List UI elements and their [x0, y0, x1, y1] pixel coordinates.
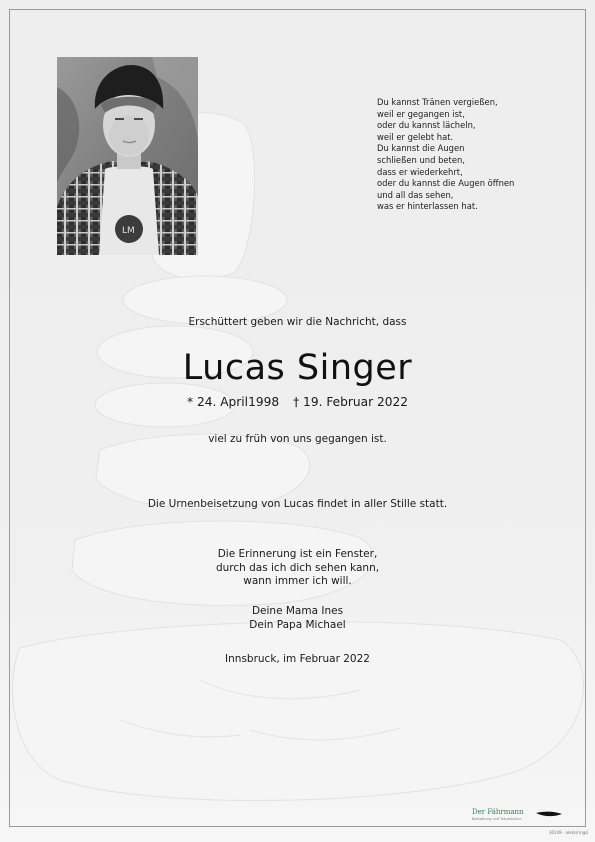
logo-subtitle: Bestattung und Trauerkultur [472, 817, 522, 821]
logo-name: Der Fährmann [472, 808, 524, 816]
poem-line: schließen und beten, [377, 154, 465, 165]
poem-line: was er hinterlassen hat. [377, 201, 478, 212]
quote-line: Die Erinnerung ist ein Fenster, [217, 548, 378, 560]
poem-line: Du kannst Tränen vergießen, [377, 97, 498, 107]
document-code: 30149 · aleks/ringsi [549, 830, 589, 835]
poem-line: oder du kannst die Augen öffnen [377, 178, 515, 189]
deceased-name: Lucas Singer [182, 348, 413, 388]
shirt-print: LM [122, 226, 135, 236]
poem-line: Du kannst die Augen [377, 143, 465, 154]
boat-icon [536, 809, 562, 819]
family-signatures [0, 605, 595, 632]
poem-line: weil er gelebt hat. [377, 131, 454, 142]
poem [377, 97, 577, 213]
death-date: † 19. Februar 2022 [293, 395, 408, 409]
life-dates [0, 395, 595, 409]
signature-line: Dein Papa Michael [249, 618, 346, 631]
passed-away-text: viel zu früh von uns gegangen ist. [208, 433, 387, 445]
portrait-photo [57, 57, 198, 255]
funeral-home-logo [472, 808, 562, 826]
intro-text: Erschüttert geben wir die Nachricht, dass [188, 316, 407, 328]
memorial-quote [0, 548, 595, 589]
place-date: Innsbruck, im Februar 2022 [225, 653, 370, 665]
quote-line: wann immer ich will. [243, 575, 352, 587]
signature-line: Deine Mama Ines [251, 605, 344, 617]
quote-line: durch das ich dich sehen kann, [215, 561, 380, 574]
birth-date: * 24. April1998 [186, 395, 280, 409]
urn-burial-notice: Die Urnenbeisetzung von Lucas findet in aller Stille statt. [147, 498, 448, 510]
poem-line: und all das sehen, [377, 189, 454, 200]
poem-line: oder du kannst lächeln, [377, 120, 476, 131]
poem-line: dass er wiederkehrt, [377, 166, 463, 177]
poem-line: weil er gegangen ist, [377, 108, 465, 119]
